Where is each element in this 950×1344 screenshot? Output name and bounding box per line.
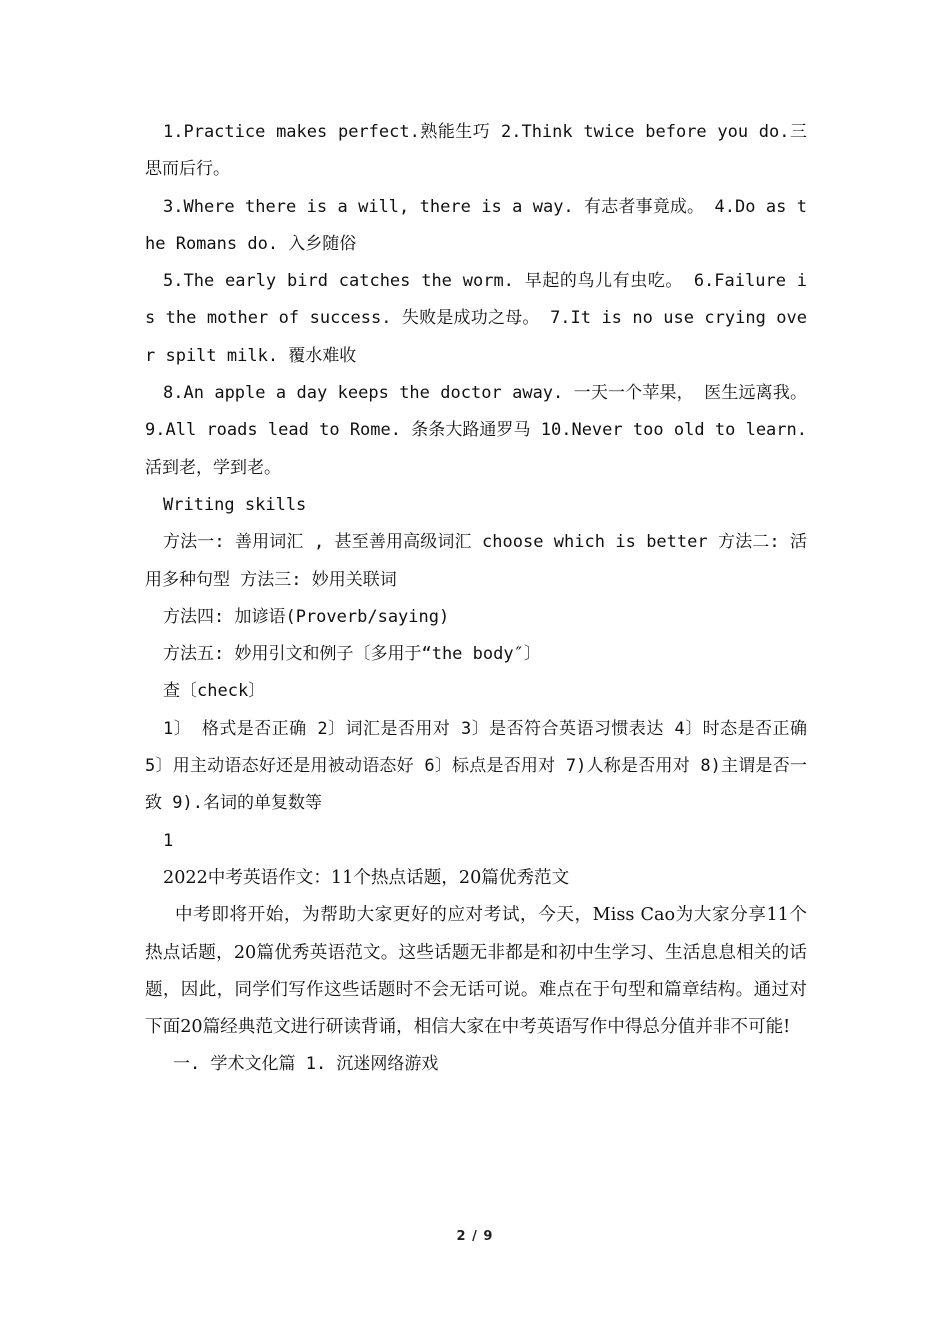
proverb-paragraph-4: 8.An apple a day keeps the doctor away. 一天一个苹果， 医生远离我。 9.All roads lead to Rome. 条条大路通罗马 10.Never too old to learn. 活到老，学到老。 bbox=[145, 383, 807, 478]
proverb-paragraph-1: 1.Practice makes perfect.熟能生巧 2.Think twice before you do.三思而后行。 bbox=[145, 122, 807, 180]
proverb-paragraph-2: 3.Where there is a will, there is a way. 有志者事竟成。 4.Do as the Romans do. 入乡随俗 bbox=[145, 196, 807, 254]
check-title: 查〔check〕 bbox=[163, 681, 266, 702]
method-paragraph-5: 方法五: 妙用引文和例子〔多用于“the body″〕 bbox=[163, 644, 541, 665]
page-number: 2 / 9 bbox=[456, 1229, 494, 1244]
proverb-paragraph-3: 5.The early bird catches the worm. 早起的鸟儿有虫吃。 6.Failure is the mother of success. 失败是成功之母。 7.It is no use crying over spilt milk. 覆水难收 bbox=[145, 271, 807, 366]
check-list: 1〕 格式是否正确 2〕词汇是否用对 3〕是否符合英语习惯表达 4〕时态是否正确 5〕用主动语态好还是用被动语态好 6〕标点是否用对 7)人称是否用对 8)主谓是否一致 9).名词的单复数等 bbox=[145, 718, 807, 814]
document-body bbox=[145, 114, 807, 1084]
writing-skills-title: Writing skills bbox=[163, 494, 307, 515]
method-paragraph-1: 方法一: 善用词汇 , 甚至善用高级词汇 choose which is better 方法二: 活用多种句型 方法三: 妙用关联词 bbox=[145, 532, 807, 590]
section-marker: 1 bbox=[163, 830, 174, 851]
section-heading: 一. 学术文化篇 1. 沉迷网络游戏 bbox=[173, 1054, 439, 1075]
article-heading: 2022中考英语作文：11个热点话题，20篇优秀范文 bbox=[163, 867, 570, 888]
method-paragraph-4: 方法四: 加谚语(Proverb/saying) bbox=[163, 606, 450, 627]
article-intro: 中考即将开始，为帮助大家更好的应对考试，今天，Miss Cao为大家分享11个热点话题，20篇优秀英语范文。这些话题无非都是和初中生学习、生活息息相关的话题，因此，同学们写作这些话题时不会无话可说。难点在于句型和篇章结构。通过对下面20篇经典范文进行研读背诵，相信大家在中考英语写作中得总分值并非不可能! bbox=[145, 905, 807, 1038]
